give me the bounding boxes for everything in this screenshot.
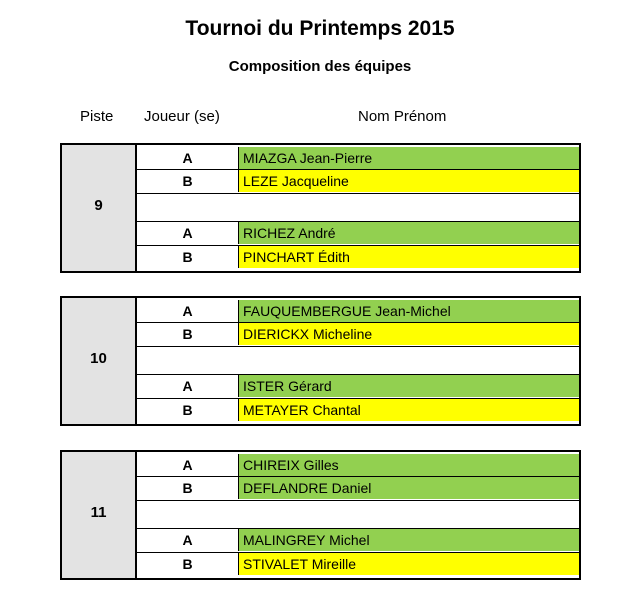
player-row [137,147,579,169]
page-title: Tournoi du Printemps 2015 [185,17,455,40]
player-letter: B [137,399,239,421]
header-nom-prenom: Nom Prénom [358,108,447,125]
player-row [137,246,579,268]
player-name: STIVALET Mireille [239,553,579,575]
player-name: METAYER Chantal [239,399,579,421]
page-subtitle: Composition des équipes [228,58,412,75]
player-row [137,399,579,421]
header-joueur: Joueur (se) [144,108,220,125]
player-row [137,529,579,551]
piste-cell [62,452,137,578]
player-letter: B [137,477,239,499]
player-name: MIAZGA Jean-Pierre [239,147,579,169]
player-letter: A [137,529,239,551]
player-name: PINCHART Édith [239,246,579,268]
player-letter: B [137,246,239,268]
player-name: RICHEZ André [239,222,579,244]
player-name: LEZE Jacqueline [239,170,579,192]
player-name: DIERICKX Micheline [239,323,579,345]
player-name: FAUQUEMBERGUE Jean-Michel [239,300,579,322]
player-letter: B [137,553,239,575]
player-letter: A [137,454,239,476]
piste-block [60,143,581,273]
piste-block [60,450,581,580]
row-divider [137,193,579,194]
piste-cell [62,298,137,424]
player-row [137,477,579,499]
row-divider [137,346,579,347]
player-letter: A [137,222,239,244]
player-row [137,222,579,244]
header-piste: Piste [80,108,114,125]
player-letter: A [137,300,239,322]
player-name: CHIREIX Gilles [239,454,579,476]
player-name: MALINGREY Michel [239,529,579,551]
player-row [137,170,579,192]
player-name: DEFLANDRE Daniel [239,477,579,499]
player-letter: A [137,147,239,169]
player-letter: B [137,170,239,192]
piste-number: 9 [94,197,103,214]
piste-number: 10 [90,350,107,367]
player-letter: A [137,375,239,397]
player-name: ISTER Gérard [239,375,579,397]
piste-cell [62,145,137,271]
player-letter: B [137,323,239,345]
piste-number: 11 [90,504,107,521]
player-row [137,300,579,322]
player-row [137,375,579,397]
player-row [137,454,579,476]
player-row [137,553,579,575]
row-divider [137,500,579,501]
player-row [137,323,579,345]
piste-block [60,296,581,426]
